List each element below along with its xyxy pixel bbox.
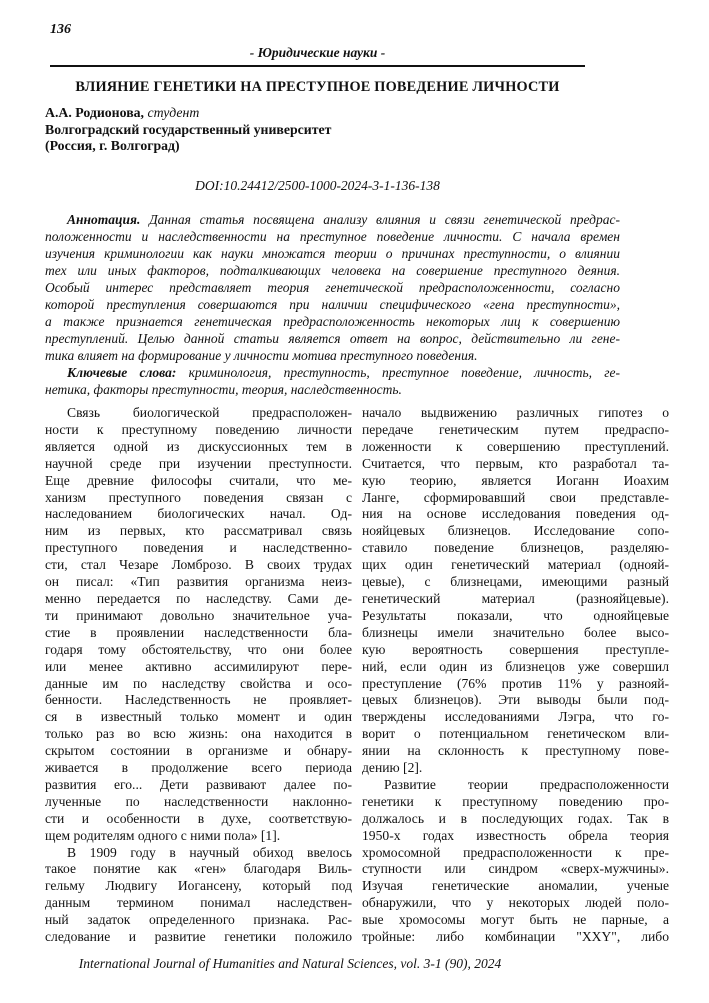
text-line: Ключевые слова: криминология, преступность, преступное поведение, личность, ге- [67, 365, 620, 380]
text-line: вые хромосомы могут быть не парные, а [362, 912, 669, 928]
text-line: такое понятие как «ген» благодаря Виль- [45, 861, 352, 877]
text-line: тика влияет на формирование у личности мотива преступного поведения. [45, 348, 478, 363]
text-line: цевые), с близнецами, имеющими разный [362, 574, 669, 590]
text-line: данным термином понимал наследствен- [45, 895, 352, 911]
author-line [45, 105, 620, 122]
text-line: тверждены исследованиями Лэгра, что го- [362, 709, 669, 725]
author-name: А.А. Родионова, [45, 105, 144, 120]
text-line: сти, стал Чезаре Ломброзо. В своих трудах [45, 557, 352, 573]
right-column [362, 405, 669, 946]
text-line: В 1909 году в научный обиход ввелось [67, 844, 352, 860]
author-role: студент [147, 105, 200, 120]
text-line: является одной из дискуссионных тем в [45, 438, 352, 454]
text-line: гельму Людвигу Иогансену, который под [45, 878, 352, 894]
text-line: кую вероятность совершения преступле- [362, 641, 669, 657]
text-line: дению [2]. [362, 760, 423, 776]
text-line: щем родителям одного с ними пола» [1]. [45, 827, 281, 843]
text-line: Считается, что первым, кто разработал та- [362, 455, 669, 471]
text-line: данные им по наследству свойства и осо- [45, 675, 352, 691]
text-line: начало выдвижению различных гипотез о [362, 405, 669, 420]
text-line: менно передается по наследству. Сами де- [45, 590, 352, 606]
text-line: щих один генетический материал (однояй- [362, 557, 669, 573]
text-line: 1950-х годах известность обрела теория [362, 827, 669, 843]
left-column [45, 405, 352, 946]
text-line: ный задаток определенного признака. Рас- [45, 912, 352, 928]
text-line: тройные: либо комбинации "XXY", либо [362, 929, 669, 945]
location: (Россия, г. Волгоград) [45, 138, 180, 153]
journal-footer: International Journal of Humanities and Natural Sciences, vol. 3-1 (90), 2024 [78, 956, 502, 971]
text-line: преступного поведения и наследственно- [45, 540, 352, 556]
text-line: ся в известный только момент и один [45, 709, 352, 725]
text-line: преступлений. Целью данной статьи является ответ на вопрос, действительно ли гене- [45, 331, 620, 346]
text-line: ности к преступному поведению личности [45, 421, 352, 437]
text-line: лученные по наследственности наклонно- [45, 793, 352, 809]
text-line: развития его... Дети развивают далее по- [45, 776, 352, 792]
text-line: тех или иных факторов, подталкивающих человека на совершение преступного деяния. [45, 263, 620, 278]
text-line: ступности или синдром «сверх-мужчины». [362, 861, 669, 877]
text-line: ти принимают довольно значительное уча- [45, 607, 352, 623]
text-line: положенности и наследственности на преступное поведение личности. С начала времен [45, 229, 620, 244]
text-line: обнаружили, что у некоторых людей поло- [362, 895, 669, 911]
text-line: цевых близнецов). Эти выводы были под- [362, 692, 669, 708]
text-line: Развитие теории предрасположенности [384, 776, 669, 792]
text-line: близнецы имели значительно более высо- [362, 624, 669, 640]
text-line: нетика, факторы преступности, теория, наследственность. [45, 382, 402, 397]
text-line: передаче генетическим путем предраспо- [362, 421, 669, 437]
text-line: он писал: «Тип развития организма неиз- [45, 574, 352, 590]
text-line: которой преступления совершаются при наличии специфического «гена преступности», [45, 297, 620, 312]
text-line: должалось и в последующих годах. Так в [362, 810, 669, 826]
text-line: генетики к преступному поведению про- [362, 793, 669, 809]
article-title: ВЛИЯНИЕ ГЕНЕТИКИ НА ПРЕСТУПНОЕ ПОВЕДЕНИЕ ЛИЧНОСТИ [75, 79, 560, 95]
text-line: сти и особенности в духе, соответствую- [45, 810, 352, 826]
text-line: изучения криминологии как науки множатся теории о причинах преступности, о влиянии [45, 246, 620, 261]
text-line: Связь биологической предрасположен- [67, 405, 352, 420]
text-line: генетический материал (разнояйцевые). [362, 590, 669, 606]
text-line: ний, если один из близнецов уже совершил [362, 658, 669, 674]
text-line: или менее активно ассимилируют пере- [45, 658, 352, 674]
text-line: ния на основе исследования поведения од- [362, 506, 669, 522]
text-line: янии на склонность к преступному пове- [362, 743, 669, 759]
doi-line: DOI:10.24412/2500-1000-2024-3-1-136-138 [195, 178, 440, 193]
text-line: Результаты показали, что однояйцевые [362, 607, 669, 623]
text-line: а также признается генетическая предрасположенность некоторых лиц к совершению [45, 314, 620, 329]
text-line: Аннотация. Данная статья посвящена анализу влияния и связи генетической предрас- [67, 212, 620, 227]
text-line: нояйцевых близнецов. Исследование сопо- [362, 523, 669, 539]
keywords-block [45, 364, 620, 398]
text-line: наследованием биологических начал. Од- [45, 506, 352, 522]
text-line: Особый интерес представляет теория генетической предрасположенности, согласно [45, 280, 620, 295]
text-line: бенности. Наследственность не проявляет- [45, 692, 352, 708]
affiliation: Волгоградский государственный университет [45, 121, 332, 137]
text-line: Ланге, сформировавший свои представле- [362, 489, 669, 505]
text-line: кую теорию, является Иоганн Иоахим [362, 472, 669, 488]
abstract-block [45, 211, 620, 364]
running-head: - Юридические науки - [249, 45, 386, 60]
text-line: ним из первых, кто рассматривал связь [45, 523, 352, 539]
text-line: ханизм преступного поведения связан с [45, 489, 352, 505]
paragraph-lead: Ключевые слова: [67, 365, 177, 380]
text-line: живается в продолжение всего периода [45, 760, 352, 776]
text-line: Изучая генетические аномалии, ученые [362, 878, 669, 894]
text-line: ставило поведение близнецов, разделяю- [362, 540, 669, 556]
text-line: скрытом состоянии в организме и обнару- [45, 743, 352, 759]
text-line: ворит о потенциальном генетическом вли- [362, 726, 669, 742]
text-line: годаря тому обстоятельству, что они более [45, 641, 352, 657]
page-number: 136 [50, 22, 71, 37]
author-block [45, 105, 620, 155]
text-line: хромосомной предрасположенности к пре- [362, 844, 669, 860]
header-divider [50, 65, 585, 67]
text-line: Еще древние философы считали, что ме- [45, 472, 352, 488]
text-line: стие в проявлении наследственности бла- [45, 624, 352, 640]
text-line: научной среде при изучении преступности. [45, 455, 352, 471]
text-line: ложенности к совершению преступлений. [362, 438, 669, 454]
paragraph-lead: Аннотация. [67, 212, 141, 227]
body-columns [45, 405, 669, 946]
text-line: преступление (76% против 11% у разнояй- [362, 675, 669, 691]
text-line: только раз во всю жизнь: она находится в [45, 726, 352, 742]
text-line: следование и развитие генетики положило [45, 929, 352, 945]
